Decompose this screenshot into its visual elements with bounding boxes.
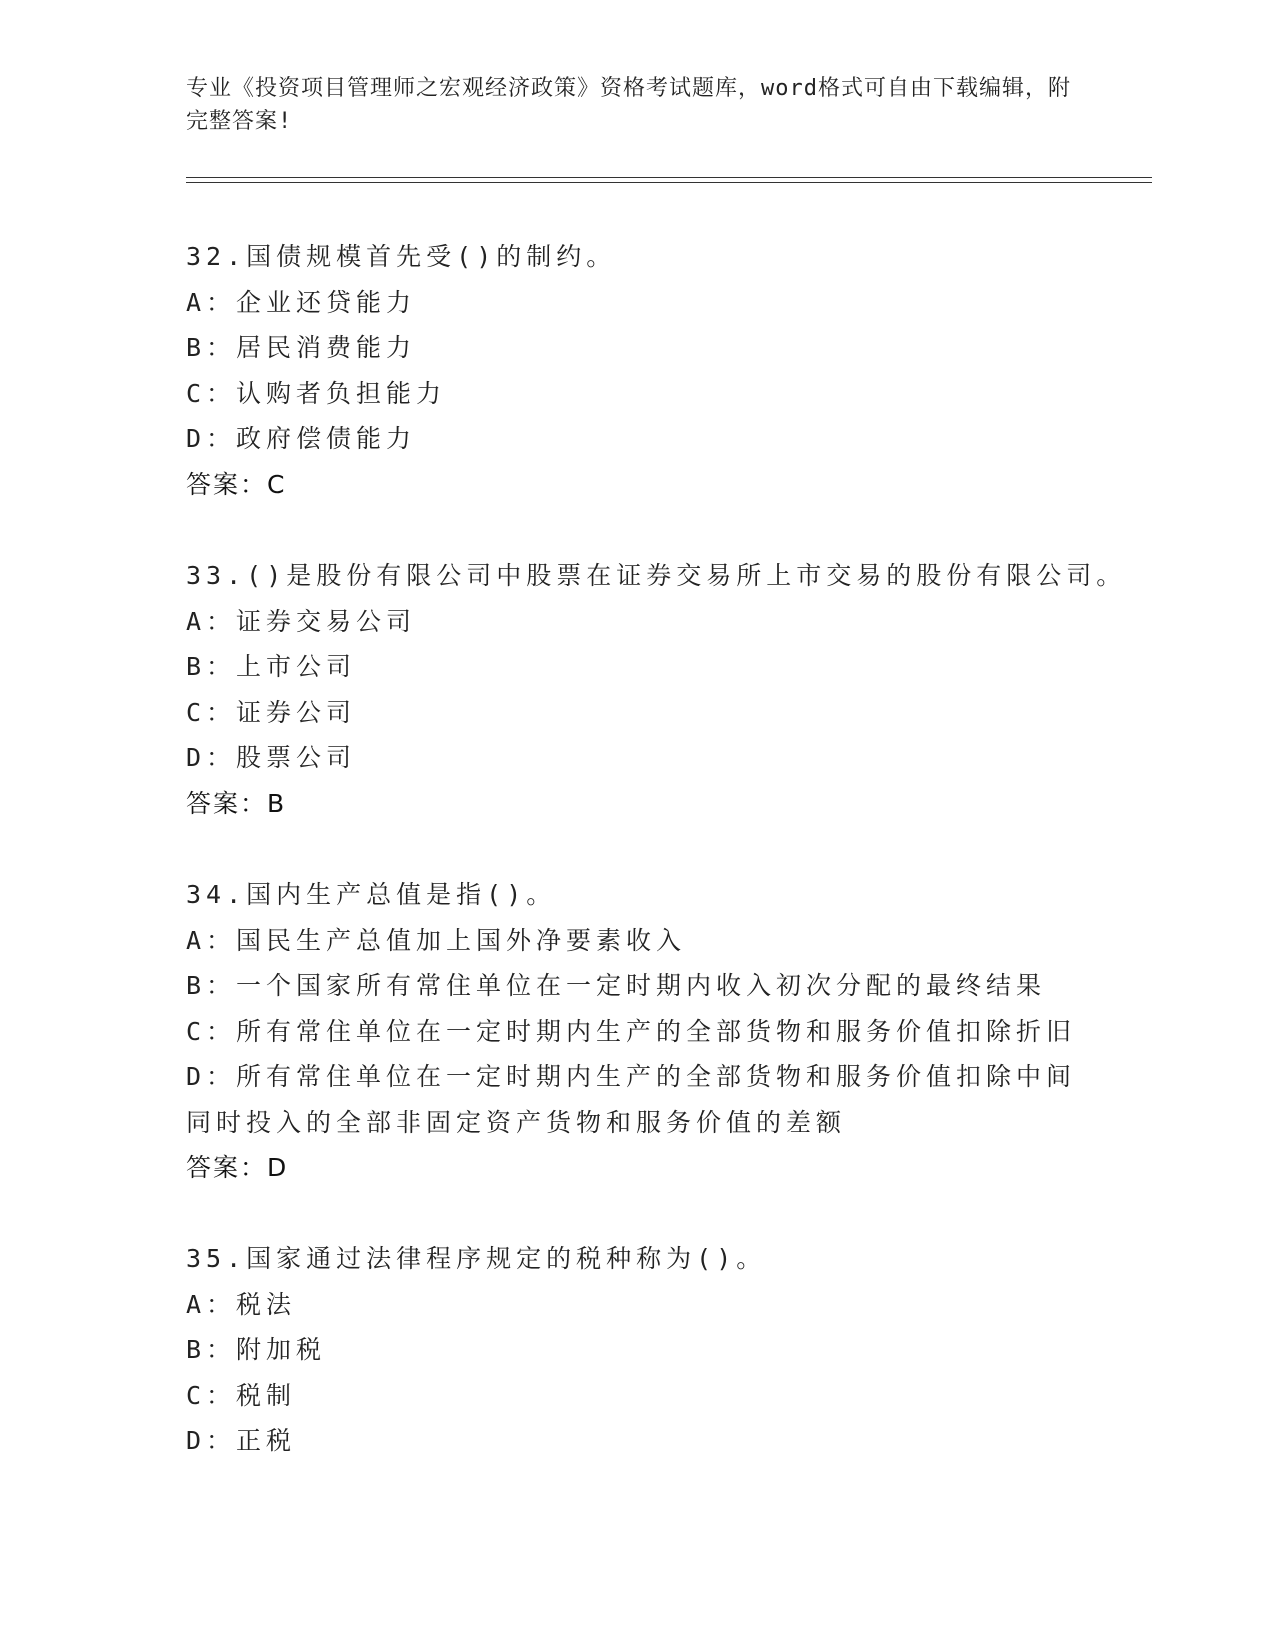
- header-divider-bottom: [186, 182, 1152, 183]
- option-c: C：证券公司: [186, 697, 357, 727]
- option-d: D：所有常住单位在一定时期内生产的全部货物和服务价值扣除中间同时投入的全部非固定资产货物和服务价值的差额: [186, 1062, 1077, 1137]
- document-intro: 专业《投资项目管理师之宏观经济政策》资格考试题库，word格式可自由下载编辑，附完整答案!: [186, 76, 1071, 134]
- option-d: D：政府偿债能力: [186, 424, 417, 453]
- option-a: A：税法: [186, 1289, 297, 1319]
- option-b: B：附加税: [186, 1335, 327, 1364]
- question-stem: 34.国内生产总值是指()。: [186, 880, 557, 909]
- question-stem: 35.国家通过法律程序规定的税种称为()。: [186, 1244, 767, 1273]
- option-b: B：一个国家所有常住单位在一定时期内收入初次分配的最终结果: [186, 971, 1047, 1000]
- answer-label: 答案：C: [186, 469, 287, 499]
- option-c: C：税制: [186, 1380, 297, 1410]
- option-a: A：企业还贷能力: [186, 287, 417, 317]
- option-b: B：上市公司: [186, 652, 357, 681]
- option-a: A：证券交易公司: [186, 606, 417, 636]
- option-a: A：国民生产总值加上国外净要素收入: [186, 925, 687, 955]
- question-34: [186, 872, 1086, 1191]
- answer-label: 答案：D: [186, 1153, 289, 1182]
- question-35: [186, 1236, 1086, 1464]
- question-stem: 33.()是股份有限公司中股票在证券交易所上市交易的股份有限公司。: [186, 561, 1127, 590]
- option-c: C：认购者负担能力: [186, 378, 447, 408]
- header-divider-top: [186, 177, 1152, 178]
- question-32: [186, 234, 1086, 507]
- option-d: D：正税: [186, 1426, 297, 1455]
- answer-label: 答案：B: [186, 788, 287, 818]
- question-stem: 32.国债规模首先受()的制约。: [186, 242, 617, 271]
- option-d: D：股票公司: [186, 743, 357, 772]
- question-33: [186, 553, 1127, 826]
- option-c: C：所有常住单位在一定时期内生产的全部货物和服务价值扣除折旧: [186, 1016, 1077, 1046]
- option-b: B：居民消费能力: [186, 333, 417, 362]
